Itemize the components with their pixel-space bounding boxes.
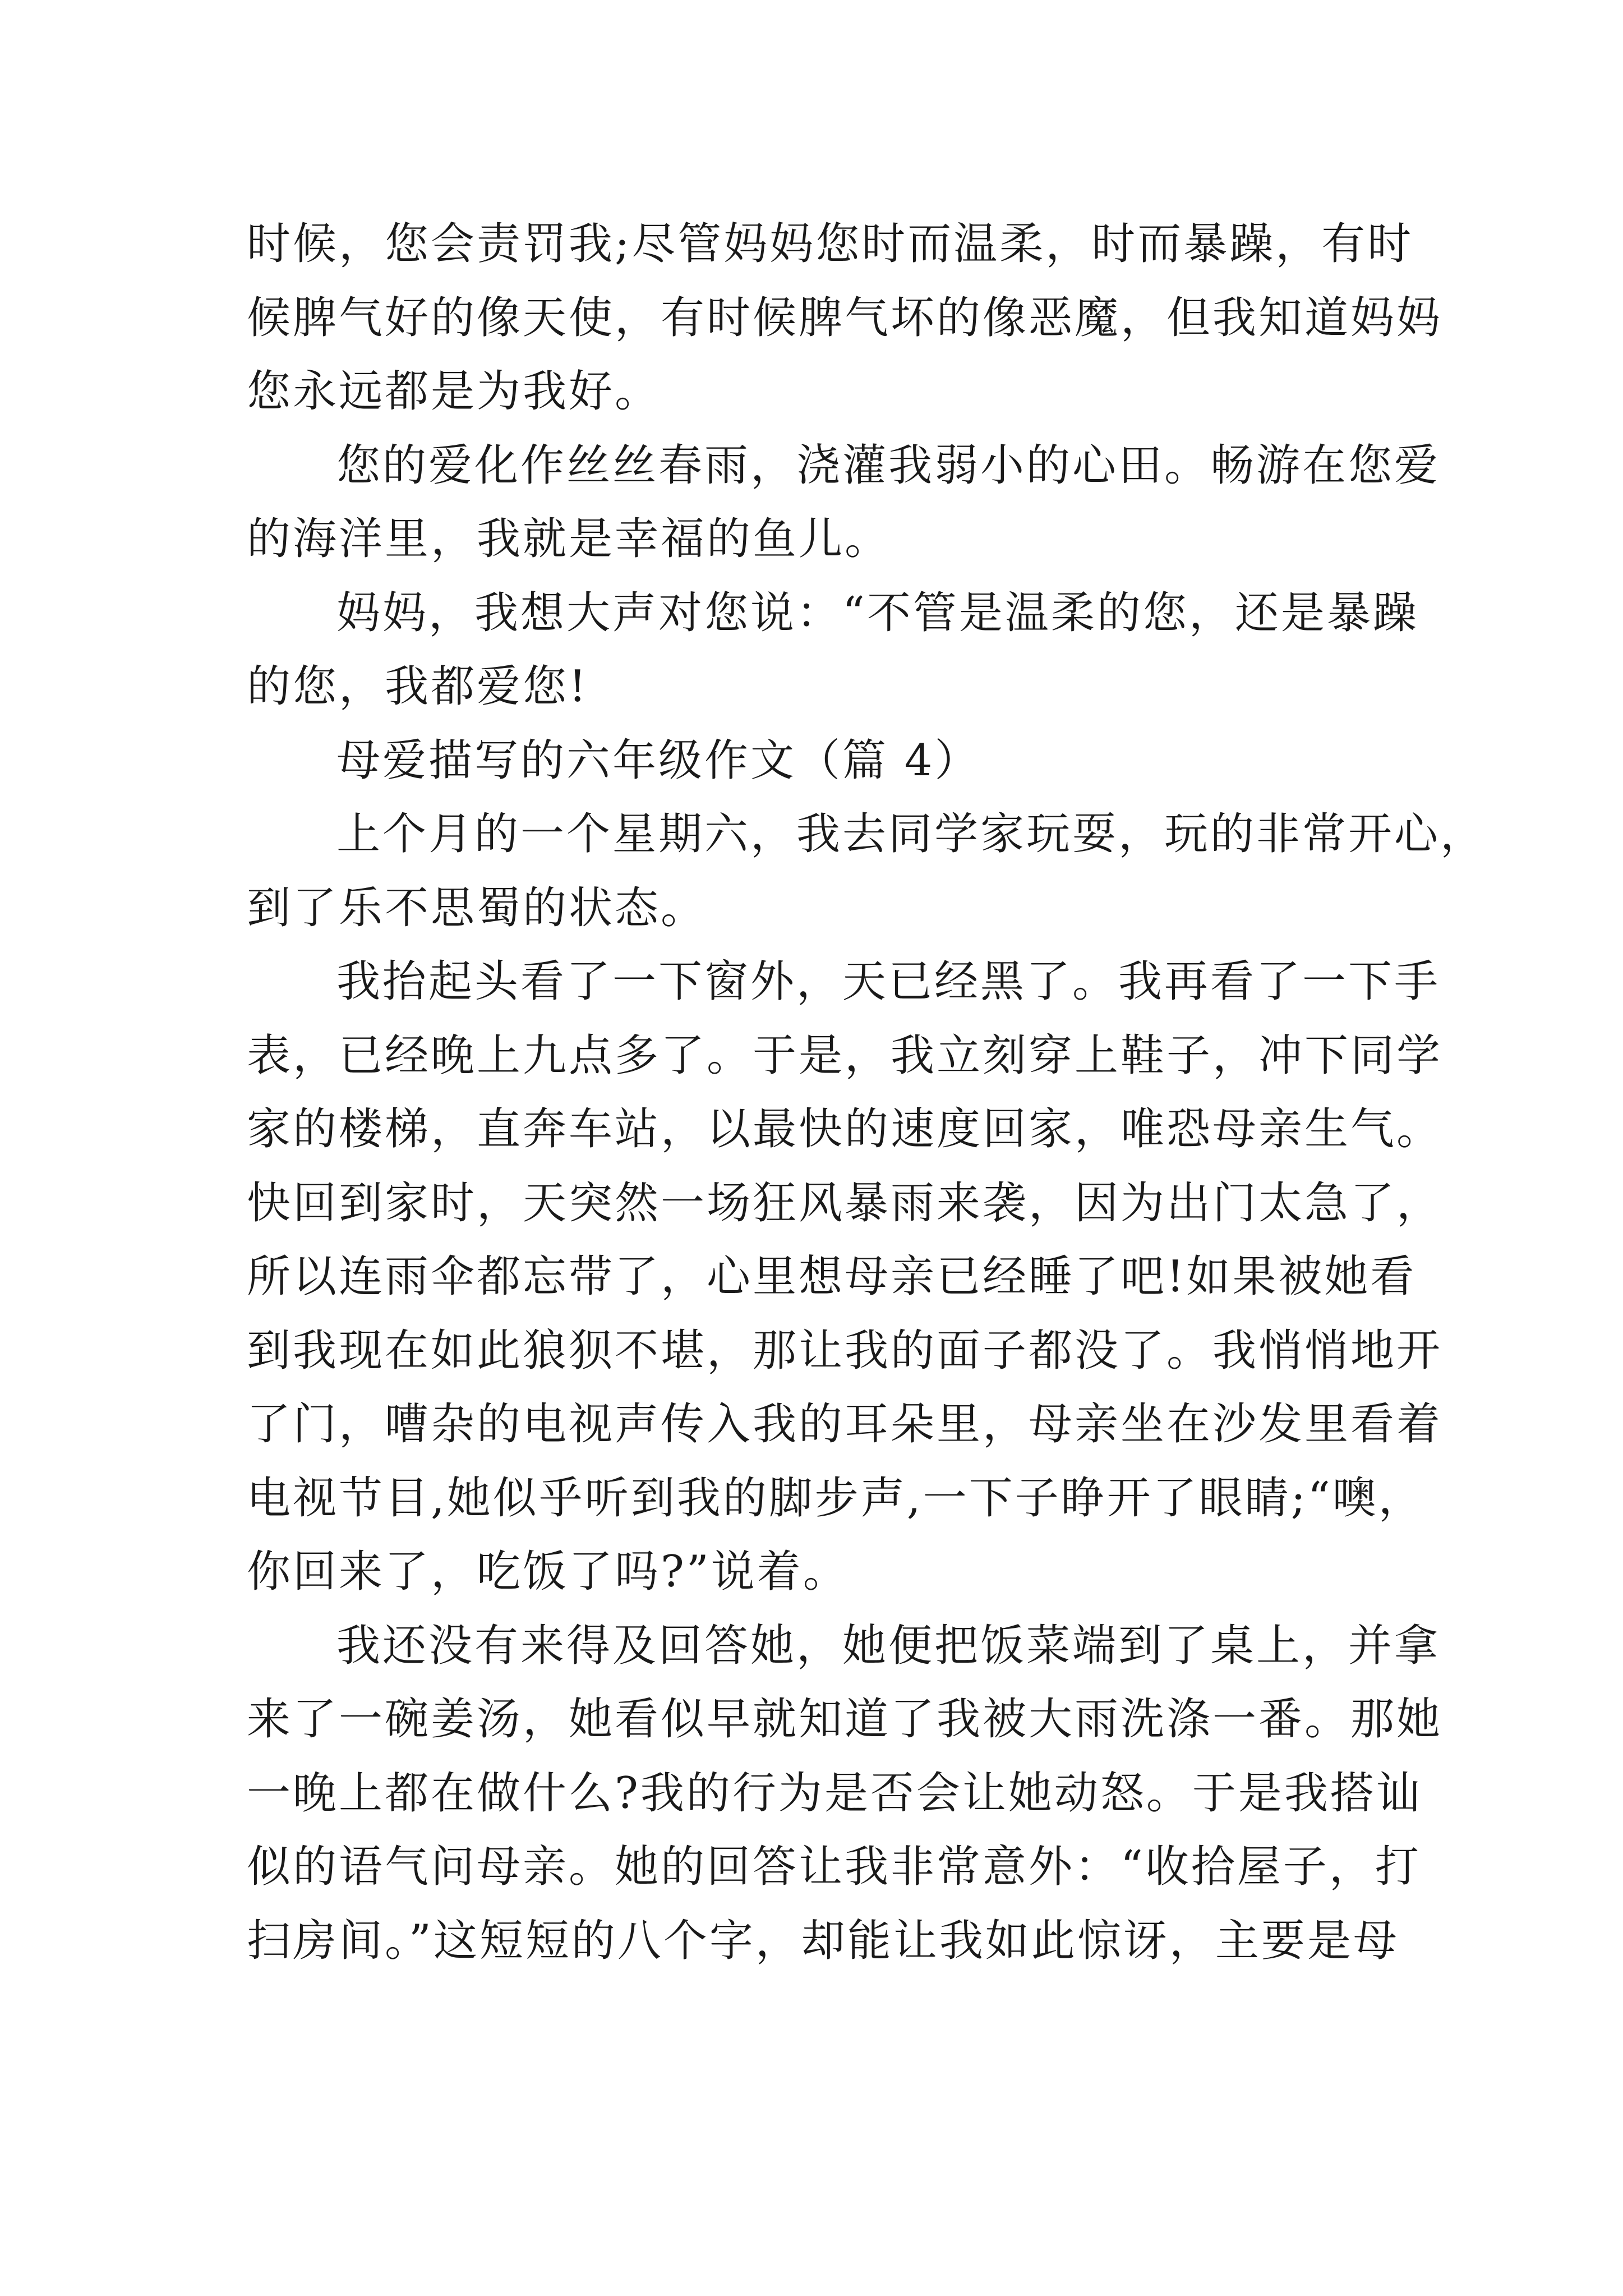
text-line: 表，已经晚上九点多了。于是，我立刻穿上鞋子，冲下同学 <box>247 1030 1443 1081</box>
text-line: 一晚上都在做什么?我的行为是否会让她动怒。于是我搭讪 <box>247 1768 1422 1819</box>
text-line: 了门，嘈杂的电视声传入我的耳朵里，母亲坐在沙发里看着 <box>247 1399 1443 1450</box>
text-line: 电视节目,她似乎听到我的脚步声,一下子睁开了眼睛;“噢， <box>247 1473 1424 1524</box>
text-line: 时候，您会责罚我;尽管妈妈您时而温柔，时而暴躁，有时 <box>247 219 1414 269</box>
text-line: 到我现在如此狼狈不堪，那让我的面子都没了。我悄悄地开 <box>247 1326 1443 1376</box>
text-line: 候脾气好的像天使，有时候脾气坏的像恶魔，但我知道妈妈 <box>247 293 1443 343</box>
text-line: 扫房间。”这短短的八个字，却能让我如此惊讶，主要是母 <box>247 1916 1399 1966</box>
text-line: 的海洋里，我就是幸福的鱼儿。 <box>247 514 891 564</box>
text-line: 家的楼梯，直奔车站，以最快的速度回家，唯恐母亲生气。 <box>247 1104 1443 1154</box>
paragraph-first-line: 我抬起头看了一下窗外，天已经黑了。我再看了一下手 <box>336 956 1441 1007</box>
text-line: 来了一碗姜汤，她看似早就知道了我被大雨洗涤一番。那她 <box>247 1694 1443 1745</box>
text-line: 快回到家时，天突然一场狂风暴雨来袭，因为出门太急了， <box>247 1178 1443 1228</box>
text-line: 的您，我都爱您! <box>247 661 589 712</box>
paragraph-first-line: 您的爱化作丝丝春雨，浇灌我弱小的心田。畅游在您爱 <box>336 440 1441 491</box>
text-line: 你回来了，吃饭了吗?”说着。 <box>247 1547 849 1597</box>
paragraph-first-line: 我还没有来得及回答她，她便把饭菜端到了桌上，并拿 <box>336 1621 1441 1671</box>
text-line: 到了乐不思蜀的状态。 <box>247 883 707 933</box>
text-line: 您永远都是为我好。 <box>247 366 661 417</box>
paragraph-first-line: 上个月的一个星期六，我去同学家玩耍，玩的非常开心， <box>336 809 1487 859</box>
paragraph-first-line: 妈妈，我想大声对您说：“不管是温柔的您，还是暴躁 <box>336 588 1419 638</box>
text-line: 所以连雨伞都忘带了，心里想母亲已经睡了吧!如果被她看 <box>247 1251 1417 1302</box>
section-heading: 母爱描写的六年级作文（篇 4） <box>336 735 981 786</box>
text-line: 似的语气问母亲。她的回答让我非常意外：“收拾屋子，打 <box>247 1842 1421 1892</box>
